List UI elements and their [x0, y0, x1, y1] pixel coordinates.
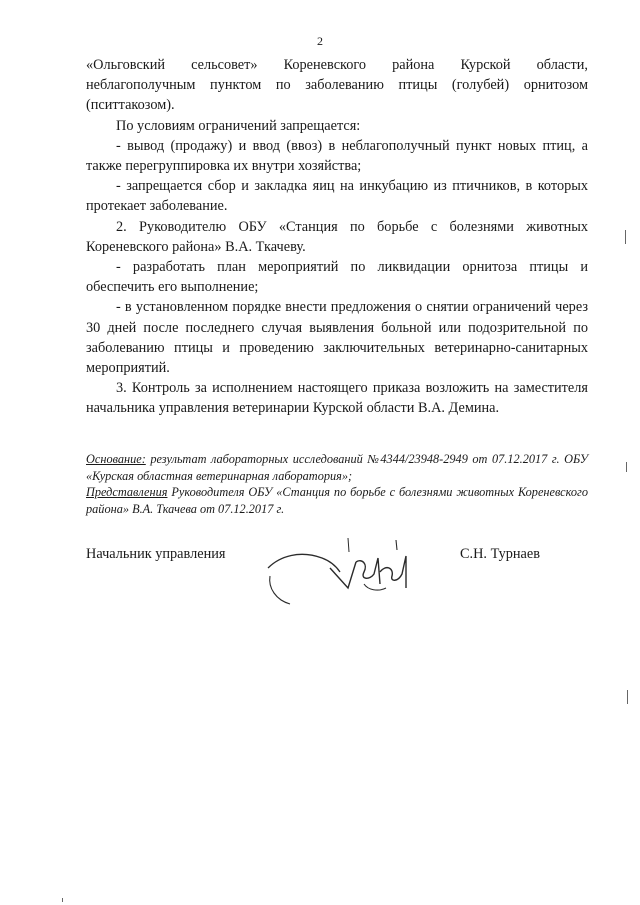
scan-edge-mark	[625, 230, 626, 244]
basis-item	[86, 451, 588, 484]
order-body	[86, 55, 588, 419]
basis-text: Руководителя ОБУ «Станция по борьбе с болезнями животных Кореневского района» В.А. Ткачева от 07.12.2017 г.	[86, 485, 588, 516]
paragraph: 3. Контроль за исполнением настоящего приказа возложить на заместителя начальника управления ветеринарии Курской области В.А. Демина.	[86, 380, 588, 417]
scan-edge-mark	[627, 690, 628, 704]
paragraph: - запрещается сбор и закладка яиц на инкубацию из птичников, в которых протекает заболевание.	[86, 178, 588, 215]
signatory-title: Начальник управления	[86, 546, 226, 562]
paragraph: По условиям ограничений запрещается:	[116, 117, 361, 134]
handwritten-signature	[260, 528, 440, 618]
scan-edge-mark	[62, 898, 63, 902]
basis-item	[86, 484, 588, 517]
basis-label: Представления	[86, 485, 168, 499]
scan-edge-mark	[626, 462, 627, 472]
paragraph: «Ольговский сельсовет» Кореневского района Курской области, неблагополучным пунктом по заболеванию птицы (голубей) орнитозом (пситтакозом).	[86, 57, 588, 114]
signatory-name: С.Н. Турнаев	[460, 546, 540, 562]
paragraph: - разработать план мероприятий по ликвидации орнитоза птицы и обеспечить его выполнение;	[86, 259, 588, 296]
basis-label: Основание:	[86, 452, 146, 466]
paragraph: 2. Руководителю ОБУ «Станция по борьбе с болезнями животных Кореневского района» В.А. Ткачеву.	[86, 218, 588, 255]
basis-section	[86, 451, 588, 517]
paragraph: - в установленном порядке внести предложения о снятии ограничений через 30 дней после последнего случая выявления больной или подозрительной по заболеванию птицы и проведению заключительных ветеринарно-санитарных мероприятий.	[86, 299, 588, 377]
page-number: 2	[317, 34, 323, 48]
basis-text: результат лабораторных исследований №4344/23948-2949 от 07.12.2017 г. ОБУ «Курская областная ветеринарная лаборатория»;	[86, 452, 588, 483]
paragraph: - вывод (продажу) и ввод (ввоз) в неблагополучный пункт новых птиц, а также перегруппировка их внутри хозяйства;	[86, 137, 588, 175]
